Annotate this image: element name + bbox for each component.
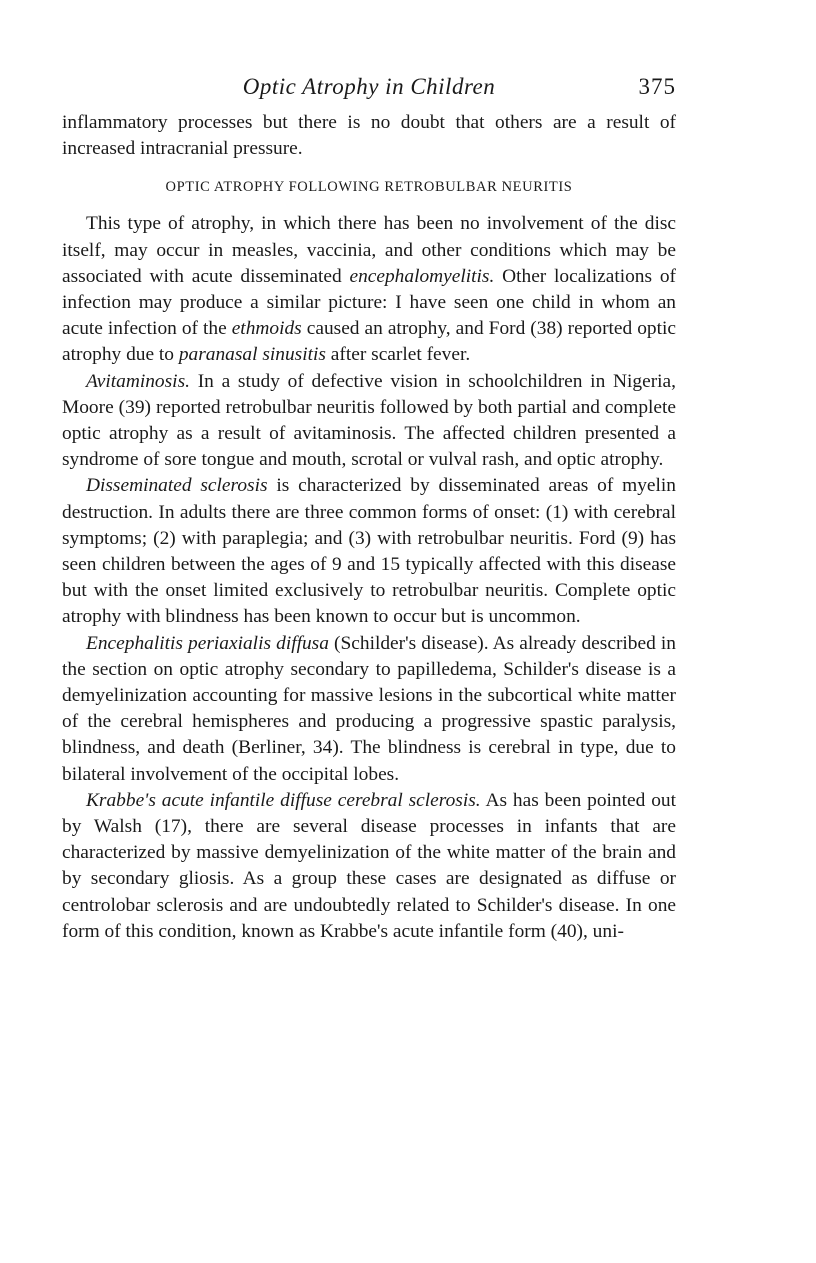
paragraph-disseminated-sclerosis (62, 473, 676, 630)
continued-paragraph: inflammatory processes but there is no doubt that others are a result of increased intracranial pressure. (62, 112, 676, 160)
paragraph-text: after scarlet fever. (325, 344, 471, 366)
paragraph-text: This type of atrophy, in which there has been no involvement of the disc itself, may occur in measles, vaccinia, and other conditions which may be associated with acute disseminated (62, 213, 676, 287)
italic-term: Krabbe's acute infantile diffuse cerebral sclerosis. (86, 789, 481, 811)
running-head (62, 70, 676, 110)
paragraph-text: In a study of defective vision in schoolchildren in Nigeria, Moore (39) reported retrobulbar neuritis followed by both partial and complete optic atrophy as a result of avitaminosis. The affected children presented a syndrome of sore tongue and mouth, scrotal or vulval rash, and optic atrophy. (62, 370, 676, 471)
italic-term: paranasal sinusitis (178, 344, 326, 366)
paragraph-text: As has been pointed out by Walsh (17), there are several disease processes in infants that are characterized by massive demyelinization of the white matter of the brain and by secondary gliosis. As a group these cases are designated as diffuse or centrolobar sclerosis and are undoubtedly related to Schilder's disease. In one form of this condition, known as Krabbe's acute infantile form (40), uni- (62, 789, 676, 942)
book-page (62, 70, 676, 945)
paragraph-avitaminosis (62, 369, 676, 474)
section-heading: OPTIC ATROPHY FOLLOWING RETROBULBAR NEURITIS (165, 179, 573, 196)
italic-term: Encephalitis periaxialis diffusa (86, 632, 329, 654)
paragraph-text: caused an atrophy, and Ford (38) reported optic atrophy due to (62, 318, 676, 366)
paragraph-text: (Schilder's disease). As already described in the section on optic atrophy secondary to papilledema, Schilder's disease is a demyelinization accounting for massive lesions in the subcortical white matter of the cerebral hemispheres and producing a progressive spastic paralysis, blindness, and death (Berliner, 34). The blindness is cerebral in type, due to bilateral involvement of the occipital lobes. (62, 632, 676, 785)
italic-term: encephalomyelitis. (349, 265, 495, 287)
paragraph-text: Other localizations of infection may produce a similar picture: I have seen one child in whom an acute infection of the (62, 265, 676, 340)
italic-term: Disseminated sclerosis (86, 475, 268, 497)
paragraph-intro (62, 211, 676, 368)
paragraph-krabbe (62, 788, 676, 945)
running-title: Optic Atrophy in Children (242, 74, 496, 99)
page-number: 375 (638, 74, 676, 99)
italic-term: ethmoids (231, 318, 302, 340)
paragraph-encephalitis (62, 631, 676, 788)
italic-term: Avitaminosis. (86, 370, 190, 392)
paragraph-text: is characterized by disseminated areas of myelin destruction. In adults there are three common forms of onset: (1) with cerebral symptoms; (2) with paraplegia; and (3) with retrobulbar neuritis. Ford (9) has seen children between the ages of 9 and 15 typically affected with this disease but with the onset limited exclusively to retrobulbar neuritis. Complete optic atrophy with blindness has been known to occur but is uncommon. (62, 475, 676, 628)
